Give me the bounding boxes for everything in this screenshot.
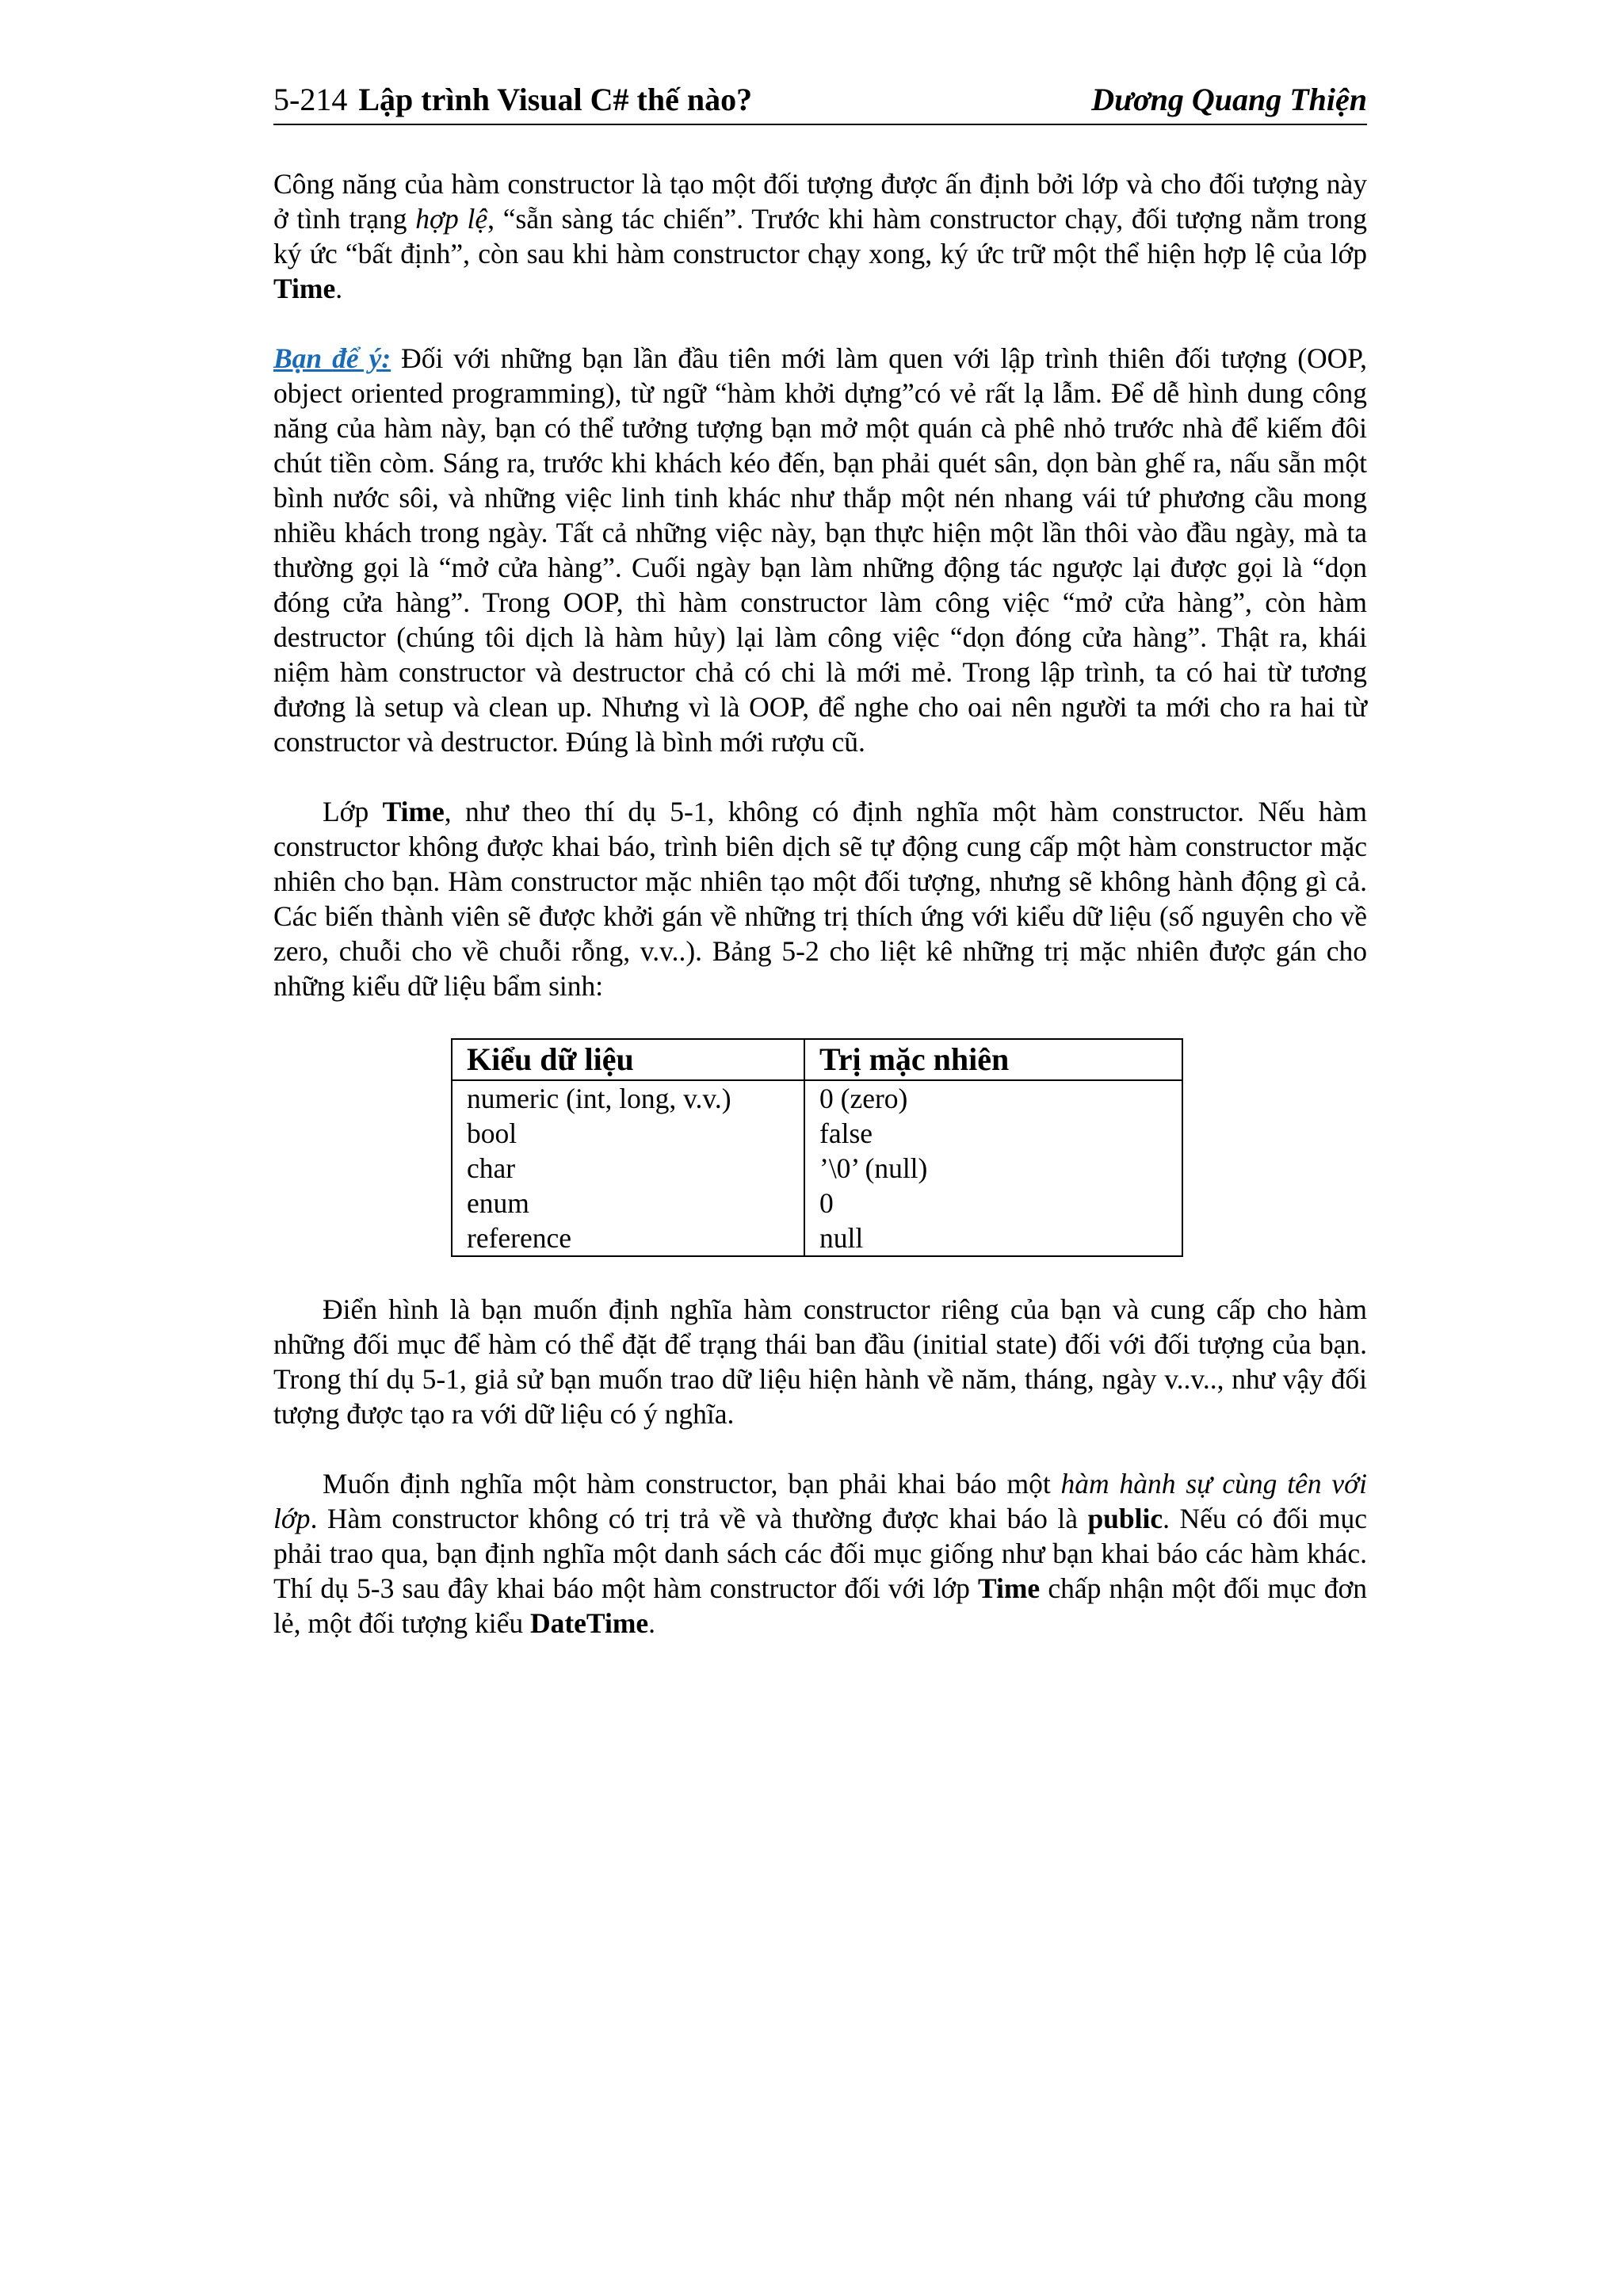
column-header-type: Kiểu dữ liệu: [452, 1039, 804, 1080]
table-cell: ’\0’ (null): [804, 1151, 1182, 1186]
text-run: .: [648, 1607, 656, 1639]
bold-run: Time: [382, 796, 445, 827]
paragraph-define-constructor: [273, 1466, 1367, 1641]
text-run: Muốn định nghĩa một hàm constructor, bạn phải khai báo một: [323, 1468, 1061, 1499]
table-cell: 0 (zero): [804, 1080, 1182, 1116]
italic-run: hợp lệ: [415, 203, 488, 235]
table-cell: false: [804, 1116, 1182, 1151]
table-row: [452, 1221, 1182, 1256]
note-paragraph: [273, 341, 1367, 759]
paragraph-constructor-purpose: [273, 166, 1367, 306]
bold-run: Time: [977, 1572, 1041, 1604]
table-cell: null: [804, 1221, 1182, 1256]
default-values-table: [451, 1038, 1183, 1257]
table-row: [452, 1080, 1182, 1116]
table-cell: bool: [452, 1116, 804, 1151]
column-header-default: Trị mặc nhiên: [804, 1039, 1182, 1080]
text-run: . Hàm constructor không có trị trả về và thường được khai báo là: [310, 1503, 1088, 1534]
table-cell: reference: [452, 1221, 804, 1256]
table-row: [452, 1186, 1182, 1221]
note-label: Bạn để ý:: [273, 342, 391, 374]
text-run: Công năng của hàm constructor là tạo một đối tượng được ấn định bởi lớp và cho đối tượng này ở tình trạng: [273, 168, 1367, 235]
bold-run: Time: [273, 273, 336, 304]
text-run: Lớp: [323, 796, 383, 827]
page-number: 5-214: [273, 82, 348, 117]
author-name: Dương Quang Thiện: [1091, 82, 1367, 117]
page-header: [273, 76, 1367, 125]
text-run: chấp nhận một đối mục đơn lẻ, một đối tượng kiểu: [273, 1572, 1367, 1639]
book-title: Lập trình Visual C# thế nào?: [358, 82, 753, 117]
table-cell: enum: [452, 1186, 804, 1221]
text-run: , như theo thí dụ 5-1, không có định nghĩa một hàm constructor. Nếu hàm constructor không được khai báo, trình biên dịch sẽ tự động cung cấp một hàm constructor mặc nhiên cho bạn. Hàm constructor mặc nhiên tạo một đối tượng, nhưng sẽ không hành động gì cả. Các biến thành viên sẽ được khởi gán về những trị thích ứng với kiểu dữ liệu (số nguyên cho về zero, chuỗi cho về chuỗi rỗng, v.v..). Bảng 5-2 cho liệt kê những trị mặc nhiên được gán cho những kiểu dữ liệu bẩm sinh:: [273, 796, 1367, 1002]
paragraph-custom-constructor: Điển hình là bạn muốn định nghĩa hàm constructor riêng của bạn và cung cấp cho hàm những đối mục để hàm có thể đặt để trạng thái ban đầu (initial state) đối với đối tượng của bạn. Trong thí dụ 5-1, giả sử bạn muốn trao dữ liệu hiện hành về năm, tháng, ngày v..v.., như vậy đối tượng được tạo ra với dữ liệu có ý nghĩa.: [273, 1293, 1367, 1430]
text-run: , “sẵn sàng tác chiến”. Trước khi hàm constructor chạy, đối tượng nằm trong ký ức “bất định”, còn sau khi hàm constructor chạy xong, ký ức trữ một thể hiện hợp lệ của lớp: [273, 203, 1367, 269]
table-cell: numeric (int, long, v.v.): [452, 1080, 804, 1116]
page-body: [273, 166, 1367, 1641]
bold-run: DateTime: [529, 1607, 649, 1639]
italic-run: hàm hành sự cùng tên với lớp: [273, 1468, 1367, 1534]
table-row: [452, 1116, 1182, 1151]
table-cell: char: [452, 1151, 804, 1186]
text-run: . Nếu có đối mục phải trao qua, bạn định nghĩa một danh sách các đối mục giống như bạn khai báo các hàm khác. Thí dụ 5-3 sau đây khai báo một hàm constructor đối với lớp: [273, 1503, 1367, 1604]
bold-run: public: [1087, 1503, 1163, 1534]
paragraph-default-constructor: [273, 794, 1367, 1003]
table-cell: 0: [804, 1186, 1182, 1221]
header-left: [273, 76, 752, 124]
note-text: Đối với những bạn lần đầu tiên mới làm quen với lập trình thiên đối tượng (OOP, object oriented programming), từ ngữ “hàm khởi dựng”có vẻ rất lạ lẫm. Để dễ hình dung công năng của hàm này, bạn có thể tưởng tượng bạn mở một quán cà phê nhỏ trước nhà để kiếm đôi chút tiền còm. Sáng ra, trước khi khách kéo đến, bạn phải quét sân, dọn bàn ghế ra, nấu sẵn một bình nước sôi, và những việc linh tinh khác như thắp một nén nhang vái tứ phương cầu mong nhiều khách trong ngày. Tất cả những việc này, bạn thực hiện một lần thôi vào đầu ngày, mà ta thường gọi là “mở cửa hàng”. Cuối ngày bạn làm những động tác ngược lại được gọi là “dọn đóng cửa hàng”. Trong OOP, thì hàm constructor làm công việc “mở cửa hàng”, còn hàm destructor (chúng tôi dịch là hàm hủy) lại làm công việc “dọn đóng cửa hàng”. Thật ra, khái niệm hàm constructor và destructor chả có chi là mới mẻ. Trong lập trình, ta có hai từ tương đương là setup và clean up. Nhưng vì là OOP, để nghe cho oai nên người ta mới cho ra hai từ constructor và destructor. Đúng là bình mới rượu cũ.: [273, 342, 1367, 758]
table-row: [452, 1151, 1182, 1186]
table-header-row: [452, 1039, 1182, 1080]
text-run: .: [335, 273, 343, 304]
